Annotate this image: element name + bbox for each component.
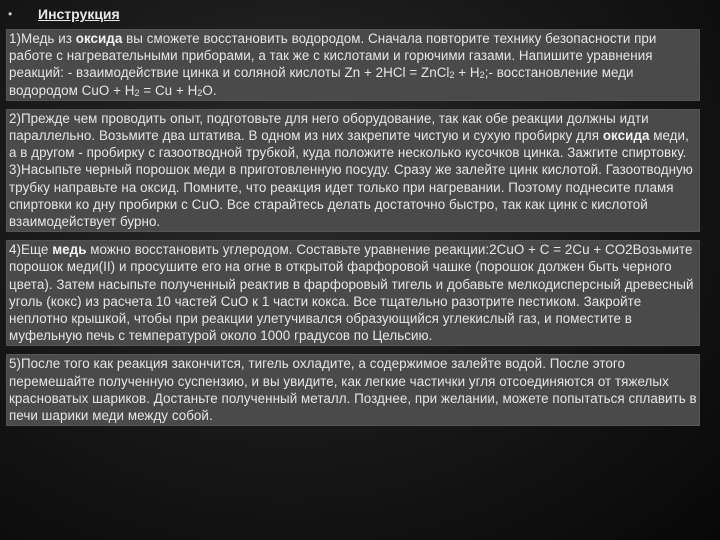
subscript: 2 bbox=[134, 87, 140, 98]
step-1-text-part: вы сможете восстановить водородом. Сначала повторите технику безопасности при работе с нагревательными приборами, а так же с кислотами и горючими газами. Напишите уравнения реакций: - взаимодействие цинка и соляной кислоты Zn + 2HCl = ZnCl bbox=[9, 31, 657, 81]
page-title: Инструкция bbox=[38, 6, 120, 22]
step-4-text-part: 4)Еще bbox=[9, 242, 53, 258]
step-1-bold-term: оксида bbox=[75, 31, 123, 46]
step-5-text: 5)После того как реакция закончится, тигель охладите, а содержимое залейте водой. После этого перемешайте полученную суспензию, и вы увидите, как легкие частички угля отсоединяются от тяжелых красноватых шариков. Достаньте полученный металл. Позднее, при желании, можете попытаться сплавить в печи шарики меди между собой. bbox=[9, 356, 697, 424]
step-block-1 bbox=[6, 29, 700, 101]
step-1-text-part: ;- восстановление меди водородом CuO + H bbox=[9, 65, 634, 98]
step-2-bold-term: оксида bbox=[602, 128, 650, 144]
title-row bbox=[8, 4, 120, 24]
bullet-icon: • bbox=[8, 7, 13, 21]
step-3-text: 3)Насыпьте черный порошок меди в приготовленную посуду. Сразу же залейте цинк кислотой. Газоотводную трубку направьте на оксид. Помните, что реакция идет только при нагревании. Поэтому поднесите пламя спиртовки ко дну пробирки с CuO. Все старайтесь делать достаточно быстро, так как цинк с кислотой взаимодействует бурно. bbox=[9, 162, 693, 230]
step-block-4 bbox=[6, 240, 700, 346]
step-4-text bbox=[9, 241, 697, 344]
instruction-content bbox=[6, 29, 700, 434]
step-2-text bbox=[9, 110, 697, 162]
step-block-2-3 bbox=[6, 109, 700, 232]
step-2-text-part: 2)Прежде чем проводить опыт, подготовьте для него оборудование, так как обе реакции должны идти параллельно. Возьмите два штатива. В одном из них закрепите чистую и сухую пробирку для bbox=[9, 110, 649, 144]
step-1-text-part: = Cu + H bbox=[139, 82, 198, 98]
step-1-text-part: O. bbox=[202, 82, 217, 98]
step-4-bold-term: медь bbox=[52, 242, 87, 258]
subscript: 2 bbox=[197, 87, 203, 98]
step-1-text bbox=[9, 30, 697, 99]
step-block-5 bbox=[6, 354, 700, 426]
step-2-text-part: меди, а в другом - пробирку с газоотводной трубкой, куда положите несколько кусочков цинка. Зажгите спиртовку. bbox=[9, 128, 689, 161]
step-1-text-part: 1)Медь из bbox=[9, 31, 76, 46]
subscript: 2 bbox=[479, 70, 485, 81]
subscript: 2 bbox=[449, 70, 455, 81]
step-1-text-part: + H bbox=[454, 65, 480, 81]
step-4-text-part: можно восстановить углеродом. Составьте уравнение реакции:2CuO + C = 2Cu + CO2Возьмите порошок меди(II) и просушите его на огне в открытой фарфоровой чашке (порошок должен быть черного цвета). Затем насыпьте полученный реактив в фарфоровый тигель и добавьте мелкодисперсный древесный уголь (кокс) из расчета 10 частей CuO к 1 части кокса. Все тщательно разотрите пестиком. Закройте неплотно крышкой, чтобы при реакции улетучивался образующийся углекислый газ, и поместите в муфельную печь с температурой около 1000 градусов по Цельсию. bbox=[9, 242, 694, 344]
